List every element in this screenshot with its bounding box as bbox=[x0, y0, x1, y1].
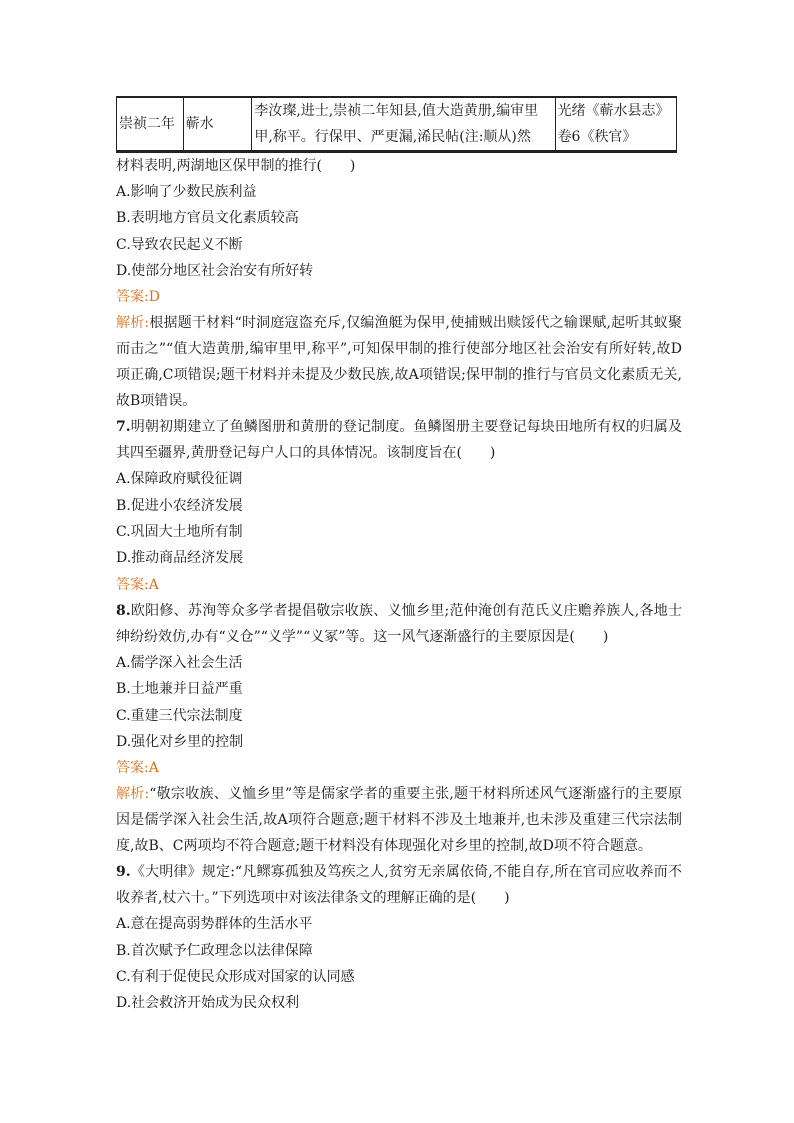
q6-option-a: A.影响了少数民族利益 bbox=[116, 184, 257, 200]
q9-stem-text: 《大明律》规定:“凡鳏寡孤独及笃疾之人,贫穷无亲属依倚,不能自存,所在官司应收养而不收养者,杖六十。”下列选项中对该法律条文的理解正确的是( ) bbox=[116, 864, 682, 907]
q6-option-b: B.表明地方官员文化素质较高 bbox=[116, 210, 299, 227]
q6-option-c: C.导致农民起义不断 bbox=[116, 236, 243, 253]
q8-option-c: C.重建三代宗法制度 bbox=[116, 707, 243, 724]
q8-option-a: A.儒学深入社会生活 bbox=[116, 654, 243, 671]
q7-option-b: B.促进小农经济发展 bbox=[116, 497, 243, 514]
q8-stem bbox=[116, 598, 682, 650]
q9-number: 9. bbox=[116, 864, 131, 881]
source-table bbox=[116, 96, 677, 153]
q7-number: 7. bbox=[116, 419, 131, 436]
q9-option-b: B.首次赋予仁政理念以法律保障 bbox=[116, 942, 313, 959]
q7-answer: 答案:A bbox=[116, 576, 159, 593]
q9-option-c: C.有利于促使民众形成对国家的认同感 bbox=[116, 969, 355, 986]
q9-option-a: A.意在提高弱势群体的生活水平 bbox=[116, 916, 313, 933]
q6-stem: 材料表明,两湖地区保甲制的推行( ) bbox=[116, 158, 356, 174]
table-cell-place: 蕲水 bbox=[183, 97, 252, 152]
q8-option-d: D.强化对乡里的控制 bbox=[116, 733, 244, 750]
q7-option-d: D.推动商品经济发展 bbox=[116, 550, 244, 567]
q7-stem bbox=[116, 414, 682, 466]
q6-analysis-text: 根据题干材料“时洞庭寇盗充斥,仅编渔艇为保甲,使捕贼出赎馁代之输课赋,起听其蚁聚而击之”“值大造黄册,编审里甲,称平”,可知保甲制的推行使部分地区社会治安有所好转,故D项正确,C项错误;题干材料并未提及少数民族,故A项错误;保甲制的推行与官员文化素质无关,故B项错误。 bbox=[116, 315, 682, 410]
q9-option-d: D.社会救济开始成为民众权利 bbox=[116, 995, 300, 1012]
page-content bbox=[116, 96, 682, 1017]
q8-analysis-text: “敬宗收族、义恤乡里”等是儒家学者的重要主张,题干材料所述风气逐渐盛行的主要原因是儒学深入社会生活,故A项符合题意;题干材料不涉及土地兼并,也未涉及重建三代宗法制度,故B、C两项均不符合题意;题干材料没有体现强化对乡里的控制,故D项不符合题意。 bbox=[116, 786, 683, 855]
table-row bbox=[117, 97, 677, 152]
q8-stem-text: 欧阳修、苏洵等众多学者提倡敬宗收族、义恤乡里;范仲淹创有范氏义庄赡养族人,各地士绅纷纷效仿,办有“义仓”“义学”“义冢”等。这一风气逐渐盛行的主要原因是( ) bbox=[116, 602, 682, 645]
table-cell-source: 光绪《蕲水县志》卷6《秩官》 bbox=[555, 97, 676, 152]
q6-analysis-label: 解析: bbox=[116, 315, 150, 332]
q8-answer: 答案:A bbox=[116, 760, 159, 777]
q8-number: 8. bbox=[116, 602, 131, 619]
q7-option-a: A.保障政府赋役征调 bbox=[116, 471, 243, 488]
q6-answer: 答案:D bbox=[116, 289, 160, 306]
q6-option-d: D.使部分地区社会治安有所好转 bbox=[116, 262, 314, 279]
table-cell-year: 崇祯二年 bbox=[117, 97, 184, 152]
table-cell-content: 李汝璨,进士,崇祯二年知县,值大造黄册,编审里甲,称平。行保甲、严更漏,浠民帖(注:顺从)然 bbox=[252, 97, 555, 152]
q7-stem-text: 明朝初期建立了鱼鳞图册和黄册的登记制度。鱼鳞图册主要登记每块田地所有权的归属及其四至疆界,黄册登记每户人口的具体情况。该制度旨在( ) bbox=[116, 419, 682, 462]
q8-analysis bbox=[116, 781, 682, 859]
q9-stem bbox=[116, 859, 682, 911]
q6-analysis bbox=[116, 310, 682, 414]
q8-option-b: B.土地兼并日益严重 bbox=[116, 681, 243, 698]
q8-analysis-label: 解析: bbox=[116, 786, 150, 803]
q7-option-c: C.巩固大土地所有制 bbox=[116, 524, 243, 541]
